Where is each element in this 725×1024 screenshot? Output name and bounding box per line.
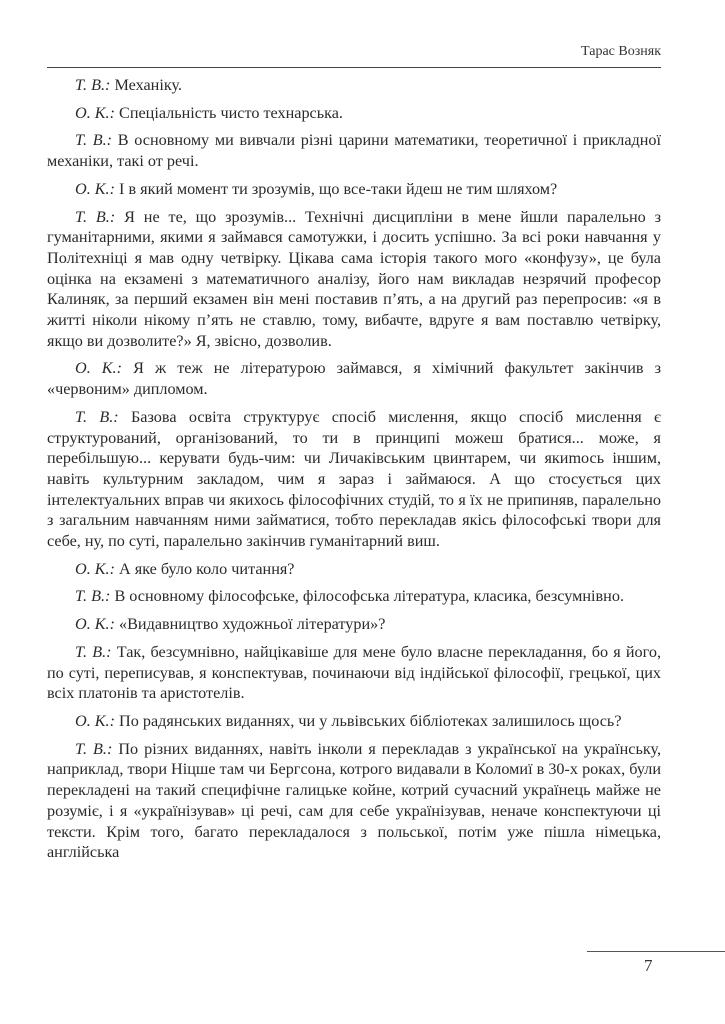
- paragraph: [47, 739, 661, 863]
- paragraph-text: Я ж теж не літературою займався, я хімічний факультет закінчив з «червоним» дипломом.: [47, 359, 661, 399]
- speaker-label: О. К.:: [75, 103, 115, 122]
- interview-body: [47, 75, 661, 870]
- speaker-label: О. К.:: [75, 711, 115, 730]
- paragraph-text: Спеціальність чисто технарська.: [119, 103, 343, 122]
- speaker-label: О. К.:: [75, 179, 115, 198]
- speaker-label: О. К.:: [75, 559, 115, 578]
- paragraph: [47, 407, 661, 552]
- speaker-label: Т. В.:: [75, 207, 116, 226]
- paragraph: [47, 358, 661, 399]
- speaker-label: О. К.:: [75, 359, 122, 378]
- paragraph: [47, 711, 661, 732]
- paragraph-text: І в який момент ти зрозумів, що все-таки йдеш не тим шляхом?: [119, 179, 558, 198]
- page-number: 7: [644, 956, 653, 975]
- paragraph: [47, 75, 661, 96]
- speaker-label: Т. В.:: [75, 587, 111, 606]
- paragraph: [47, 559, 661, 580]
- paragraph-text: Базова освіта структурує спосіб мислення, якщо спосіб мислення є структурований, організований, то ти в принципі можеш братися... може, я перебільшую... керувати будь-чим: чи Личаківським цвинтарем, чи якиmось іншим, навіть культурним закладом, чим я зараз і займаюся. А що стосується цих інтелектуальних вправ чи якихось філософічних студій, то я їх не припиняв, паралельно з загальним навчанням ними займатися, тобто перекладав якісь філософські твори для себе, ну, по суті, паралельно закінчив гуманітарний виш.: [47, 407, 661, 551]
- speaker-label: Т. В.:: [75, 76, 111, 94]
- speaker-label: Т. В.:: [75, 407, 119, 426]
- paragraph: [47, 614, 661, 635]
- paragraph: [47, 179, 661, 200]
- paragraph-text: В основному ми вивчали різні царини математики, теоретичної і прикладної механіки, такі от речі.: [47, 131, 661, 171]
- paragraph-text: Так, безсумнівно, найцікавіше для мене було власне перекладання, бо я його, по суті, переписував, я конспектував, починаючи від індійської філософії, грецької, цих всіх платонів та аристотелів.: [47, 642, 662, 703]
- paragraph-text: В основному філософське, філософська література, класика, безсумнівно.: [114, 587, 624, 606]
- paragraph: [47, 130, 661, 171]
- header-rule: [47, 67, 661, 68]
- paragraph: [47, 207, 661, 352]
- paragraph-text: По радянських виданнях, чи у львівських бібліотеках залишилось щось?: [119, 711, 622, 730]
- paragraph-text: А яке було коло читання?: [119, 559, 295, 578]
- paragraph-text: По різних виданнях, навіть інколи я перекладав з української на українську, наприклад, твори Ніцше там чи Бергсона, котрого видавали в Коломиї в 30-х роках, були перекладені на такий специфічне галицьке койне, котрий сучасний українець майже не розуміє, і я «українізував» ці речі, сам для себе українізував, неначе конспектуючи ці тексти. Крім того, багато перекладалося з польської, потім уже пішла німецька, англійська: [47, 739, 661, 862]
- running-head-author: Тарас Возняк: [581, 44, 661, 59]
- speaker-label: О. К.:: [75, 615, 115, 634]
- speaker-label: Т. В.:: [75, 642, 112, 661]
- paragraph: [47, 103, 661, 124]
- paragraph: [47, 642, 661, 704]
- footer-rule: [587, 951, 725, 952]
- paragraph-text: «Видавництво художньої літератури»?: [119, 615, 386, 634]
- speaker-label: Т. В.:: [75, 131, 113, 150]
- paragraph-text: Механіку.: [114, 76, 182, 94]
- speaker-label: Т. В.:: [75, 739, 113, 758]
- paragraph: [47, 586, 661, 607]
- paragraph-text: Я не те, що зрозумів... Технічні дисципліни в мене йшли паралельно з гуманітарними, якими я займався самотужки, і досить успішно. За всі роки навчання у Політехніці я мав одну четвірку. Цікава сама історія такого мого «конфузу», це була оцінка на екзамені з математичного аналізу, його нам викладав незрячий професор Калиняк, за перший екзамен він мені поставив п’ять, а на другий раз перепросив: «я в житті ніколи нікому п’ять не ставлю, тому, вибачте, вдруге я вам поставлю четвірку, якщо ви дозволите?» Я, звісно, дозволив.: [47, 207, 661, 350]
